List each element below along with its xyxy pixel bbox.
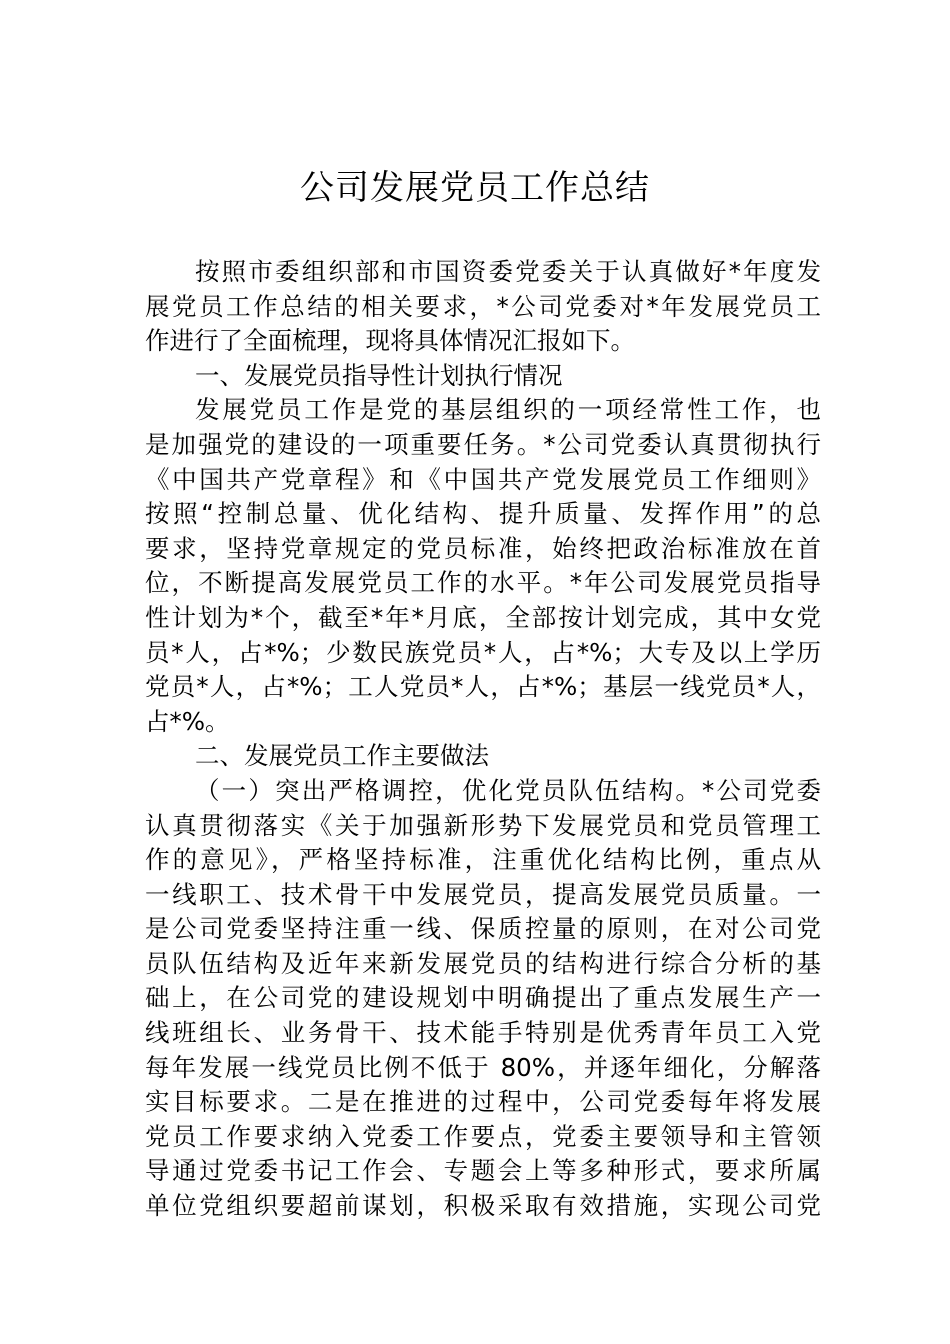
paragraph-line: （一）突出严格调控，优化党员队伍结构。*公司党委	[195, 775, 821, 805]
paragraph-line: 按照“控制总量、优化结构、提升质量、发挥作用”的总	[145, 499, 821, 529]
paragraph-line: 员队伍结构及近年来新发展党员的结构进行综合分析的基	[145, 948, 821, 978]
paragraph-line: 作的意见》，严格坚持标准，注重优化结构比例，重点从	[145, 845, 821, 875]
document-body	[145, 255, 821, 1224]
paragraph-line: 每年发展一线党员比例不低于 80%，并逐年细化，分解落	[145, 1052, 821, 1082]
paragraph-line: 作进行了全面梳理，现将具体情况汇报如下。	[145, 326, 635, 356]
paragraph-line: 党员*人，占*%；工人党员*人，占*%；基层一线党员*人，	[145, 672, 821, 702]
paragraph-line: 按照市委组织部和市国资委党委关于认真做好*年度发	[195, 257, 821, 286]
paragraph-line: 党员工作要求纳入党委工作要点，党委主要领导和主管领	[145, 1121, 821, 1151]
paragraph-line: 员*人，占*%；少数民族党员*人，占*%；大专及以上学历	[145, 637, 821, 667]
paragraph-line: 是公司党委坚持注重一线、保质控量的原则，在对公司党	[145, 914, 821, 944]
paragraph-line: 础上，在公司党的建设规划中明确提出了重点发展生产一	[145, 983, 821, 1013]
paragraph-line: 《中国共产党章程》和《中国共产党发展党员工作细则》	[145, 464, 821, 494]
paragraph-line: 是加强党的建设的一项重要任务。*公司党委认真贯彻执行	[145, 429, 821, 459]
paragraph-line: 性计划为*个，截至*年*月底，全部按计划完成，其中女党	[145, 602, 821, 632]
paragraph-line: 占*%。	[145, 706, 230, 736]
paragraph-line: 要求，坚持党章规定的党员标准，始终把政治标准放在首	[145, 533, 821, 563]
paragraph-line: 导通过党委书记工作会、专题会上等多种形式，要求所属	[145, 1156, 821, 1186]
paragraph-line: 认真贯彻落实《关于加强新形势下发展党员和党员管理工	[145, 810, 821, 840]
section-heading: 一、发展党员指导性计划执行情况	[195, 360, 563, 390]
paragraph-line: 发展党员工作是党的基层组织的一项经常性工作，也	[195, 395, 821, 425]
paragraph-line: 位，不断提高发展党员工作的水平。*年公司发展党员指导	[145, 568, 821, 598]
section-heading: 二、发展党员工作主要做法	[195, 741, 489, 771]
paragraph-line: 实目标要求。二是在推进的过程中，公司党委每年将发展	[145, 1087, 821, 1117]
paragraph-line: 单位党组织要超前谋划，积极采取有效措施，实现公司党	[145, 1191, 821, 1221]
paragraph-line: 线班组长、业务骨干、技术能手特别是优秀青年员工入党	[145, 1018, 821, 1048]
document-title: 公司发展党员工作总结	[300, 168, 650, 208]
paragraph-line: 一线职工、技术骨干中发展党员，提高发展党员质量。一	[145, 879, 821, 909]
paragraph-line: 展党员工作总结的相关要求，*公司党委对*年发展党员工	[145, 291, 821, 321]
